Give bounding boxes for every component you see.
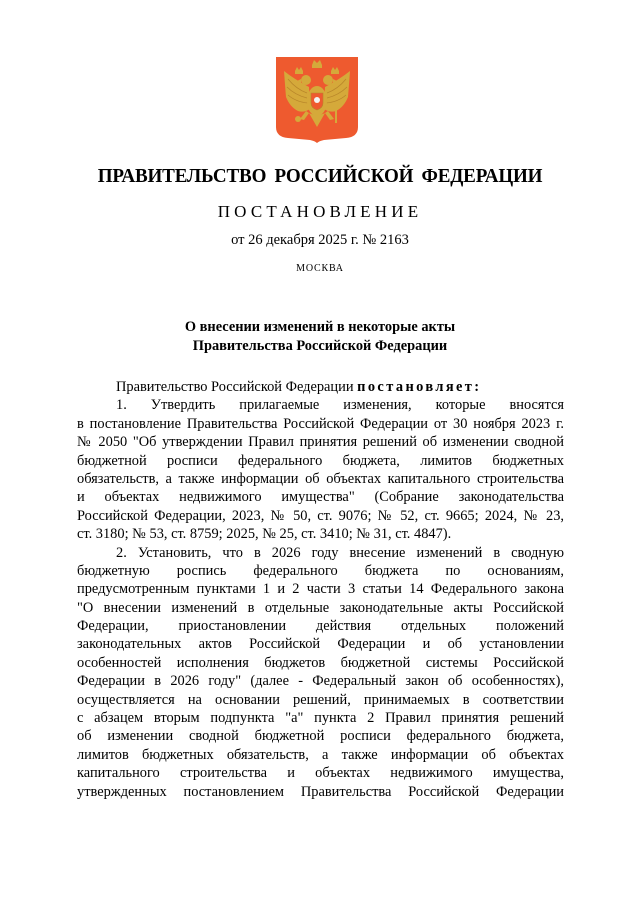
paragraph-1-line: 1. Утвердить прилагаемые изменения, которые вносятся bbox=[116, 397, 564, 414]
coat-of-arms-icon bbox=[276, 57, 358, 143]
paragraph-1-line: Российской Федерации, 2023, № 50, ст. 9076; № 52, ст. 9665; 2024, № 23, bbox=[77, 507, 564, 524]
preamble-text: Правительство Российской Федерации bbox=[116, 379, 358, 395]
title-line: Правительства Российской Федерации bbox=[192, 338, 448, 354]
document-title bbox=[140, 318, 500, 356]
paragraph-2-line: Федерации, приостановлении действия отдельных положений bbox=[77, 618, 564, 635]
government-name: ПРАВИТЕЛЬСТВО РОССИЙСКОЙ ФЕДЕРАЦИИ bbox=[97, 165, 543, 187]
paragraph-2-line: Федерации в 2026 году" (далее - Федеральный закон об особенностях), bbox=[77, 673, 564, 690]
paragraph-1-line: обязательств, а также информации об объектах капитального строительства bbox=[77, 470, 564, 487]
paragraph-2-line: законодательных актов Российской Федерации и об установлении bbox=[77, 636, 564, 653]
paragraph-2-line: особенностей исполнения бюджетов бюджетной системы Российской bbox=[77, 654, 564, 671]
decree-type: ПОСТАНОВЛЕНИЕ bbox=[217, 202, 423, 221]
paragraph-2-line: осуществляется на основании решений, принимаемых в соответствии bbox=[77, 691, 564, 708]
paragraph-2-line: утвержденных постановлением Правительства Российской Федерации bbox=[77, 783, 564, 800]
title-line: О внесении изменений в некоторые акты bbox=[184, 319, 456, 335]
paragraph-1-line: ст. 3180; № 53, ст. 8759; 2025, № 25, ст. 3410; № 31, ст. 4847). bbox=[77, 526, 452, 543]
paragraph-2-line: "О внесении изменений в отдельные законодательные акты Российской bbox=[77, 599, 564, 616]
paragraph-2-line: с абзацем вторым подпункта "а" пункта 2 Правил принятия решений bbox=[77, 710, 564, 727]
paragraph-1-line: бюджетной росписи федерального бюджета, лимитов бюджетных bbox=[77, 452, 564, 469]
preamble-verb: постановляет: bbox=[357, 379, 482, 395]
paragraph-1-line: и объектах недвижимого имущества" (Собрание законодательства bbox=[77, 489, 564, 506]
paragraph-2-line: предусмотренным пунктами 1 и 2 части 3 статьи 14 Федерального закона bbox=[77, 581, 564, 598]
paragraph-2-line: 2. Установить, что в 2026 году внесение изменений в сводную bbox=[116, 544, 564, 561]
paragraph-2-line: капитального строительства и объектах недвижимого имущества, bbox=[77, 765, 564, 782]
preamble bbox=[77, 378, 564, 396]
decree-date-number: от 26 декабря 2025 г. № 2163 bbox=[231, 232, 409, 248]
paragraph-1-line: № 2050 "Об утверждении Правил принятия решений об изменении сводной bbox=[77, 434, 564, 451]
paragraph-2-line: бюджетную роспись федерального бюджета по основаниям, bbox=[77, 562, 564, 579]
document-body bbox=[77, 378, 564, 801]
city-name: МОСКВА bbox=[296, 263, 344, 274]
paragraph-2-line: об изменении сводной бюджетной росписи федерального бюджета, bbox=[77, 728, 564, 745]
paragraph-1-line: в постановление Правительства Российской Федерации от 30 ноября 2023 г. bbox=[77, 415, 564, 432]
paragraph-2-line: лимитов бюджетных обязательств, а также информации об объектах bbox=[77, 746, 564, 763]
